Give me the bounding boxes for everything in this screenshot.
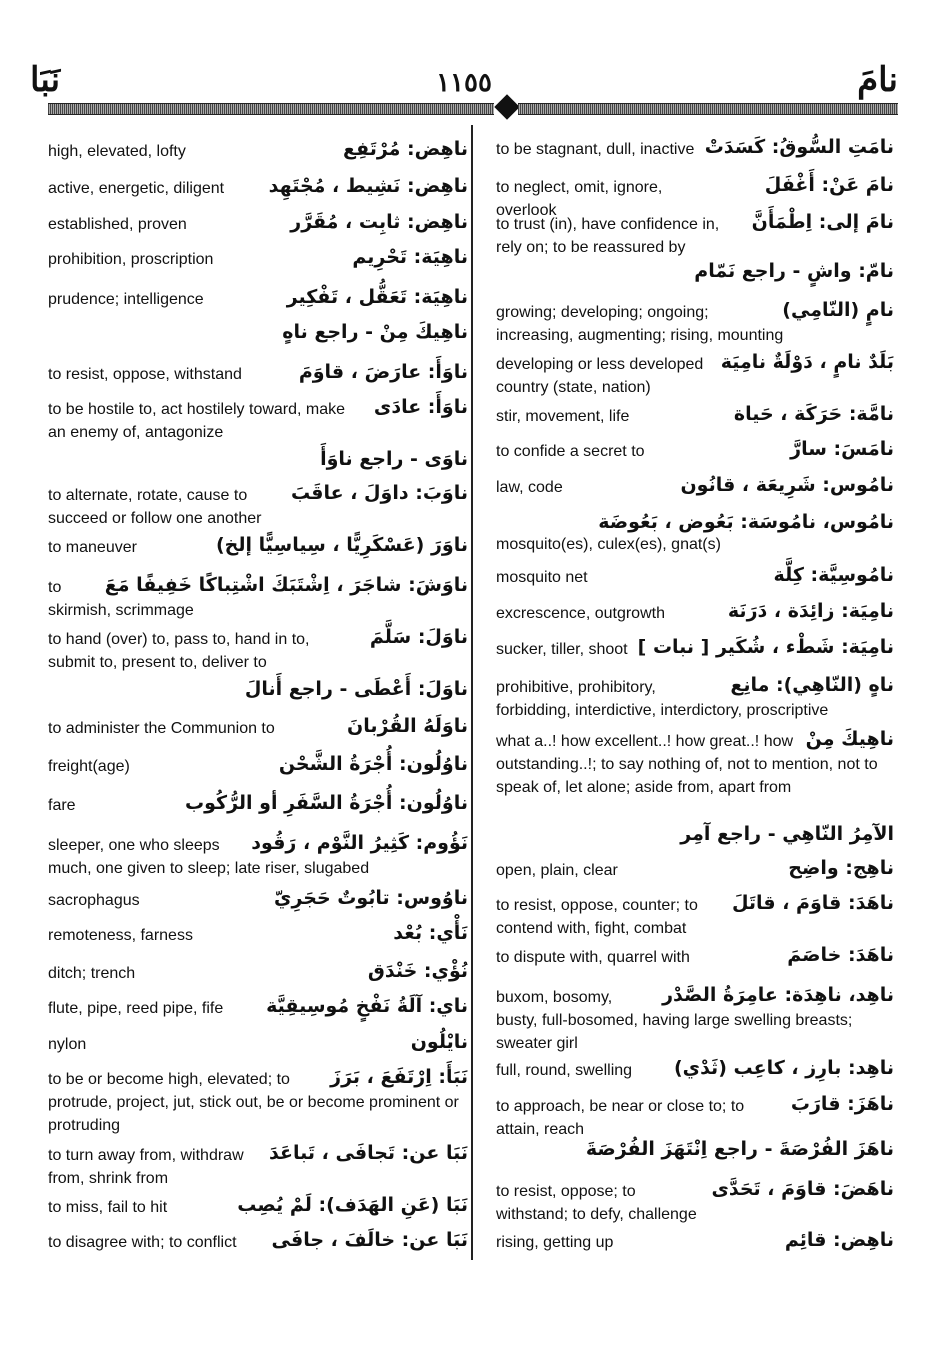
dictionary-entry — [496, 676, 894, 722]
header-rule-left — [48, 103, 494, 115]
dictionary-entry — [48, 536, 468, 559]
dictionary-entry — [496, 986, 894, 1055]
dictionary-entry — [48, 1033, 468, 1056]
arabic-headword: ناوَشَ: شاجَرَ ، اِشْتَبَكَ اشْتِباكًا خَفِيفًا مَعَ — [101, 574, 468, 597]
arabic-headword: ناهِيَة: تَعَقُّل ، تَفْكِير — [283, 286, 468, 309]
english-definition: what a..! how excellent..! how great..! how outstanding..!; to say nothing of, not to mention, not to speak of, let alone; aside from, apart from — [496, 733, 878, 796]
dictionary-entry — [48, 794, 468, 817]
english-definition: to resist, oppose, counter; to contend with, fight, combat — [496, 897, 698, 937]
arabic-headword: نامِيَة: شَطْء ، شُكَير [ نبات ] — [634, 636, 894, 659]
english-definition: to neglect, omit, ignore, overlook — [496, 179, 663, 219]
dictionary-entry — [496, 1095, 894, 1141]
arabic-headword: نامُوس، نامُوسَة: بَعُوض ، بَعُوضَة — [594, 511, 894, 534]
dictionary-entry — [48, 628, 468, 674]
arabic-headword: ناهَدَ: قاوَمَ ، قاتَلَ — [728, 892, 894, 915]
dictionary-entry — [496, 946, 894, 969]
arabic-headword: نامُوسِيَّة: كِلَّة — [770, 564, 894, 587]
arabic-headword: ناوُلُون: أُجْرَةُ السَّفَرِ أو الرُّكُوب — [181, 792, 468, 815]
arabic-headword: ناوَى - راجع ناوَأَ — [316, 448, 468, 471]
dictionary-entry — [48, 717, 468, 740]
dictionary-entry — [496, 1180, 894, 1226]
arabic-headword: بَلَدٌ نامٍ ، دَوْلَةٌ نامِيَة — [717, 351, 894, 374]
english-definition: mosquito(es), culex(es), gnat(s) — [496, 536, 721, 553]
dictionary-entry — [496, 894, 894, 940]
english-definition: full, round, swelling — [496, 1062, 633, 1079]
dictionary-entry — [48, 680, 468, 703]
dictionary-entry — [48, 398, 468, 444]
english-definition: stir, movement, life — [496, 408, 630, 425]
english-definition: law, code — [496, 479, 563, 496]
arabic-headword: نامَ عَنْ: أَغْفَلَ — [761, 174, 894, 197]
english-definition: open, plain, clear — [496, 862, 618, 879]
dictionary-entry — [496, 301, 894, 347]
english-definition: to resist, oppose, withstand — [48, 366, 242, 383]
dictionary-entry — [48, 450, 468, 473]
arabic-headword: نامٍ (النّامِي) — [778, 299, 894, 322]
dictionary-entry — [496, 825, 894, 848]
dictionary-entry — [496, 730, 894, 799]
dictionary-entry — [496, 1140, 894, 1163]
arabic-headword: نَأْي: بُعْد — [389, 922, 468, 945]
dictionary-entry — [48, 962, 468, 985]
arabic-headword: نامَسَ: سارَّ — [786, 438, 894, 461]
arabic-headword: نامِيَة: زائِدَة ، دَرَنَة — [724, 600, 894, 623]
dictionary-entry — [48, 1196, 468, 1219]
arabic-headword: ناوَلَهُ القُرْبانَ — [343, 715, 468, 738]
arabic-headword: نايْلُون — [407, 1031, 468, 1054]
english-definition: remoteness, farness — [48, 927, 193, 944]
english-definition: flute, pipe, reed pipe, fife — [48, 1000, 224, 1017]
header-diamond-ornament — [494, 94, 519, 119]
arabic-headword: نَبَا عن: خالَفَ ، جافَى — [268, 1229, 468, 1252]
english-definition: to miss, fail to hit — [48, 1199, 168, 1216]
arabic-headword: ناوَأَ: عارَضَ ، قاوَمَ — [295, 361, 468, 384]
arabic-headword: ناهَضَ: قاوَمَ ، تَحَدَّى — [707, 1178, 894, 1201]
english-definition: sleeper, one who sleeps much, one given to sleep; late riser, slugabed — [48, 837, 370, 877]
arabic-headword: ناوُلُون: أُجْرَةُ الشَّحْن — [275, 753, 468, 776]
dictionary-entry — [496, 476, 894, 499]
arabic-headword: ناهِد: بارِز ، كاعِب (ثَدْي) — [670, 1057, 894, 1080]
english-definition: to skirmish, scrimmage — [48, 579, 194, 619]
dictionary-entry — [496, 1059, 894, 1082]
arabic-headword: نُؤْي: خَنْدَق — [364, 960, 468, 983]
header-guide-word-right: نامَ — [857, 60, 898, 100]
dictionary-entry — [48, 177, 468, 200]
dictionary-entry — [48, 323, 468, 346]
english-definition: to approach, be near or close to; to attain, reach — [496, 1098, 745, 1138]
arabic-headword: ناهِض: قائِم — [781, 1229, 894, 1252]
dictionary-entry — [48, 1144, 468, 1190]
english-definition: to administer the Communion to — [48, 720, 275, 737]
english-definition: active, energetic, diligent — [48, 180, 225, 197]
dictionary-entry — [48, 288, 468, 311]
arabic-headword: ناهِض: ثابِت ، مُقَرَّر — [286, 211, 468, 234]
dictionary-entry — [48, 248, 468, 271]
english-definition: prohibition, proscription — [48, 251, 214, 268]
arabic-headword: ناهِيَة: تَحْرِيم — [348, 246, 468, 269]
dictionary-entry — [496, 602, 894, 625]
dictionary-entry — [48, 484, 468, 530]
arabic-headword: ناهِيكَ مِنْ — [802, 728, 894, 751]
english-definition: to trust (in), have confidence in, rely on; to be reassured by — [496, 216, 720, 256]
dictionary-entry — [48, 924, 468, 947]
arabic-headword: ناهِيكَ مِنْ - راجع ناهٍ — [278, 321, 468, 344]
english-definition: to disagree with; to conflict — [48, 1234, 237, 1251]
english-definition: prudence; intelligence — [48, 291, 204, 308]
dictionary-entry — [496, 405, 894, 428]
dictionary-entry — [48, 755, 468, 778]
english-definition: to be stagnant, dull, inactive — [496, 141, 695, 158]
arabic-headword: نامَتِ السُّوقُ: كَسَدَتْ — [701, 136, 894, 159]
english-definition: to resist, oppose; to withstand; to defy, challenge — [496, 1183, 697, 1223]
english-definition: excrescence, outgrowth — [496, 605, 665, 622]
arabic-headword: الآمِرُ النّاهِي - راجع آمِر — [676, 823, 894, 846]
dictionary-entry — [496, 1231, 894, 1254]
arabic-headword: ناهٍ (النّاهِي): مانِع — [726, 674, 894, 697]
arabic-headword: ناهَزَ: قارَبَ — [787, 1093, 894, 1116]
dictionary-entry — [496, 262, 894, 285]
dictionary-entry — [48, 213, 468, 236]
column-divider — [471, 125, 473, 1260]
dictionary-entry — [496, 513, 894, 556]
dictionary-entry — [48, 140, 468, 163]
arabic-headword: نَبَأَ: اِرْتَفَعَ ، بَرَزَ — [326, 1066, 468, 1089]
english-definition: prohibitive, prohibitory, forbidding, interdictive, interdictory, proscriptive — [496, 679, 829, 719]
arabic-headword: ناي: آلَةُ نَفْخٍ مُوسِيقِيَّة — [262, 995, 468, 1018]
dictionary-entry — [496, 138, 894, 161]
arabic-headword: ناهِض: نَشِيط ، مُجْتَهِد — [265, 175, 468, 198]
english-definition: to turn away from, withdraw from, shrink from — [48, 1147, 244, 1187]
english-definition: sucker, tiller, shoot — [496, 641, 628, 658]
dictionary-entry — [48, 1068, 468, 1137]
dictionary-entry — [496, 859, 894, 882]
dictionary-entry — [496, 213, 894, 259]
arabic-headword: ناهِض: مُرْتَفِع — [339, 138, 468, 161]
dictionary-entry — [496, 566, 894, 589]
english-definition: to be or become high, elevated; to protrude, project, jut, stick out, be or become prominent or protruding — [48, 1071, 459, 1134]
dictionary-entry — [496, 353, 894, 399]
english-definition: high, elevated, lofty — [48, 143, 186, 160]
dictionary-entry — [48, 997, 468, 1020]
arabic-headword: ناوُوس: تابُوتٌ حَجَرِيّ — [270, 887, 468, 910]
page-number: ١١٥٥ — [436, 68, 492, 98]
english-definition: fare — [48, 797, 76, 814]
arabic-headword: ناوَلَ: سَلَّمَ — [366, 626, 468, 649]
english-definition: ditch; trench — [48, 965, 136, 982]
arabic-headword: نَبَا عن: تَجافَى ، تَباعَدَ — [265, 1142, 468, 1165]
english-definition: freight(age) — [48, 758, 130, 775]
english-definition: to alternate, rotate, cause to succeed or follow one another — [48, 487, 262, 527]
arabic-headword: ناهِد، ناهِدَة: عامِرَةُ الصَّدْر — [658, 984, 894, 1007]
dictionary-entry — [48, 889, 468, 912]
english-definition: rising, getting up — [496, 1234, 614, 1251]
dictionary-entry — [48, 1231, 468, 1254]
english-definition: nylon — [48, 1036, 87, 1053]
arabic-headword: نَؤُوم: كَثِيرُ النَّوْم ، رَقُود — [247, 832, 468, 855]
arabic-headword: نَبَا (عَنِ الهَدَف): لَمْ يُصِب — [233, 1194, 468, 1217]
english-definition: sacrophagus — [48, 892, 140, 909]
arabic-headword: ناهَدَ: خاصَمَ — [783, 944, 894, 967]
arabic-headword: ناوَرَ (عَسْكَرِيًّا ، سِياسِيًّا إلخ) — [212, 534, 468, 557]
arabic-headword: ناهَزَ الفُرْصَةَ - راجع اِنْتَهَزَ الفُرْصَةَ — [582, 1138, 894, 1161]
arabic-headword: نامّ: واشٍ - راجع نَمّام — [690, 260, 894, 283]
arabic-headword: ناوَأَ: عادَى — [370, 396, 468, 419]
english-definition: to dispute with, quarrel with — [496, 949, 690, 966]
english-definition: developing or less developed country (state, nation) — [496, 356, 704, 396]
arabic-headword: ناوَبَ: داوَلَ ، عاقَبَ — [287, 482, 468, 505]
english-definition: to maneuver — [48, 539, 137, 556]
arabic-headword: نامُوس: شَرِيعَة ، قانُون — [676, 474, 894, 497]
english-definition: established, proven — [48, 216, 187, 233]
arabic-headword: نامَ إلى: اِطْمَأَنَّ — [748, 211, 894, 234]
english-definition: mosquito net — [496, 569, 588, 586]
dictionary-entry — [48, 834, 468, 880]
dictionary-entry — [48, 363, 468, 386]
page-header — [0, 0, 928, 125]
english-definition: growing; developing; ongoing; increasing, augmenting; rising, mounting — [496, 304, 784, 344]
arabic-headword: ناهِج: واضِح — [784, 857, 894, 880]
arabic-headword: ناوَلَ: أَعْطَى - راجع أَنالَ — [241, 678, 468, 701]
english-definition: to confide a secret to — [496, 443, 645, 460]
header-rule-right — [518, 103, 898, 115]
dictionary-entry — [496, 440, 894, 463]
header-guide-word-left: نَبَا — [30, 60, 61, 100]
english-definition: to be hostile to, act hostilely toward, make an enemy of, antagonize — [48, 401, 346, 441]
english-definition: to hand (over) to, pass to, hand in to, submit to, present to, deliver to — [48, 631, 310, 671]
dictionary-entry — [496, 638, 894, 661]
arabic-headword: نامَّة: حَرَكَة ، حَياة — [730, 403, 894, 426]
dictionary-entry — [48, 576, 468, 622]
english-definition: buxom, bosomy, busty, full-bosomed, having large swelling breasts; sweater girl — [496, 989, 853, 1052]
